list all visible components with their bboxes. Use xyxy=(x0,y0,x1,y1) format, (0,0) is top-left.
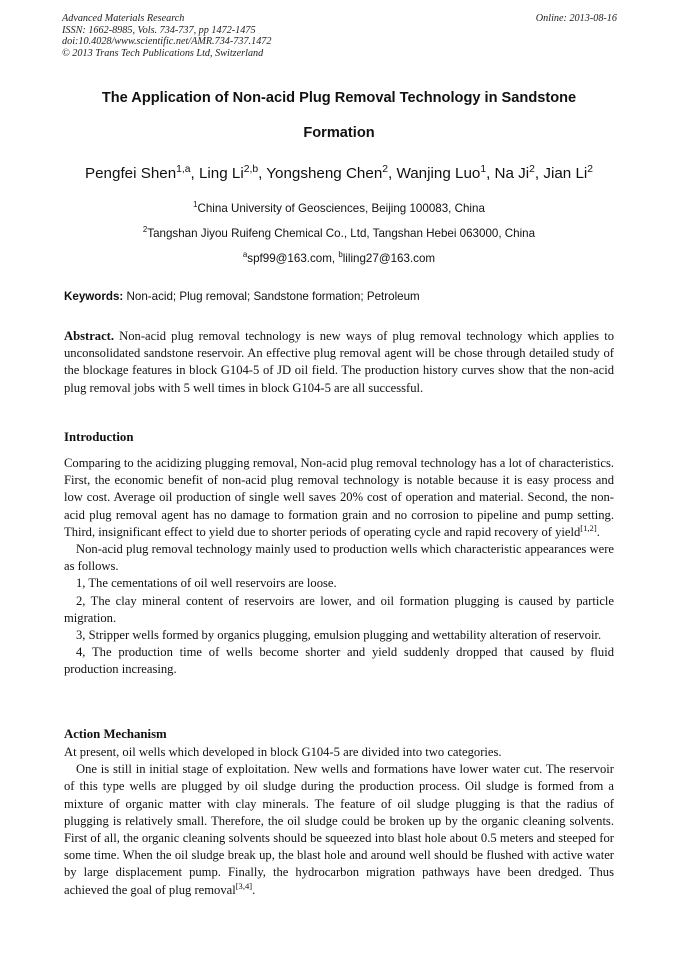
keywords-text: Non-acid; Plug removal; Sandstone formation; Petroleum xyxy=(123,290,420,303)
paper-title-line-1: The Application of Non-acid Plug Removal Technology in Sandstone xyxy=(101,90,577,106)
paragraph: Non-acid plug removal technology mainly used to production wells which characteristic appearances were as follows. xyxy=(64,542,614,574)
author-emails: $^a$spf99@163.com, $^b$liling27@163.com xyxy=(242,250,436,265)
affiliation-1: $^1$China University of Geosciences, Beijing 100083, China xyxy=(193,200,485,215)
author: Yongsheng Chen$^2$ xyxy=(266,163,389,182)
author-list: Pengfei Shen$^{1,a}$, Ling Li$^{2,b}$, Yongsheng Chen$^2$, Wanjing Luo$^1$, Na Ji$^2$, Jian Li$^2$ xyxy=(84,163,594,182)
introduction-heading: Introduction xyxy=(64,430,134,444)
list-item: 4, The production time of wells become shorter and yield suddenly dropped that caused by fluid production increasing. xyxy=(64,645,614,677)
journal-issn: ISSN: 1662-8985, Vols. 734-737, pp 1472-1475 xyxy=(62,24,256,36)
list-item: 2, The clay mineral content of reservoirs are lower, and oil formation plugging is caused by particle migration. xyxy=(64,593,614,625)
journal-doi: doi:10.4028/www.scientific.net/AMR.734-737.1472 xyxy=(62,36,272,48)
action-mechanism-body xyxy=(64,744,614,899)
paragraph: At present, oil wells which developed in block G104-5 are divided into two categories. xyxy=(64,745,502,759)
author: Jian Li$^2$ xyxy=(543,163,594,182)
author: Ling Li$^{2,b}$ xyxy=(198,163,259,182)
action-mechanism-heading: Action Mechanism xyxy=(64,727,167,741)
author: Na Ji$^2$ xyxy=(494,163,535,182)
paper-title-line-2: Formation xyxy=(303,125,375,141)
abstract xyxy=(64,328,614,397)
keywords-label: Keywords: xyxy=(64,290,124,303)
citation: [3,4] xyxy=(235,880,253,891)
online-date: Online: 2013-08-16 xyxy=(535,13,617,24)
author: Wanjing Luo$^1$ xyxy=(396,163,487,182)
paragraph: One is still in initial stage of exploitation. New wells and formations have lower water cut. The reservoir of this type wells are plugged by oil sludge during the production process. Oil sludge is formed from a mixture of organic matter with clay minerals. The feature of oil sludge plugging is that the radius of plugging is relatively small. Therefore, the oil sludge could be broken up by the organic cleaning solvents. First of all, the organic cleaning solvents should be squeezed into blast hole about 0.5 meters and steeped for some time. When the oil sludge break up, the blast hole and around well should be flushed with active water by large displacement pump. Finally, the hydrocarbon migration pathways have been dredged. Thus achieved the goal of plug removal[3,4]. xyxy=(64,762,614,897)
journal-copyright: © 2013 Trans Tech Publications Ltd, Switzerland xyxy=(62,47,264,59)
abstract-label: Abstract. xyxy=(64,329,115,343)
affiliation-2: $^2$Tangshan Jiyou Ruifeng Chemical Co., Ltd, Tangshan Hebei 063000, China xyxy=(142,225,536,240)
list-item: 1, The cementations of oil well reservoirs are loose. xyxy=(76,576,337,591)
introduction-body xyxy=(64,455,614,679)
list-item: 3, Stripper wells formed by organics plugging, emulsion plugging and wettability alteration of reservoir. xyxy=(76,628,602,643)
journal-header xyxy=(62,13,617,59)
keywords xyxy=(64,290,616,303)
journal-name: Advanced Materials Research xyxy=(62,13,185,24)
abstract-text: Non-acid plug removal technology is new ways of plug removal technology which applies to unconsolidated sandstone reservoir. An effective plug removal agent will be chose through detailed study of the blockage features in block G104-5 of JD oil field. The production history curves show that the non-acid plug removal jobs with 5 well times in block G104-5 are all successful. xyxy=(64,329,614,395)
paragraph: Comparing to the acidizing plugging removal, Non-acid plug removal technology has a lot of characteristics. First, the economic benefit of non-acid plug removal technology is notable because it is easy process and low cost. Average oil production of single well saves 20% cost of operation and material. Second, the non-acid plug removal agent has no damage to formation grain and no corrosion to pipeline and pump setting. Third, insignificant effect to yield due to shorter periods of operating cycle and rapid recovery of yield[1,2]. xyxy=(64,456,614,539)
citation: [1,2] xyxy=(580,522,597,533)
author: Pengfei Shen$^{1,a}$ xyxy=(84,163,191,182)
